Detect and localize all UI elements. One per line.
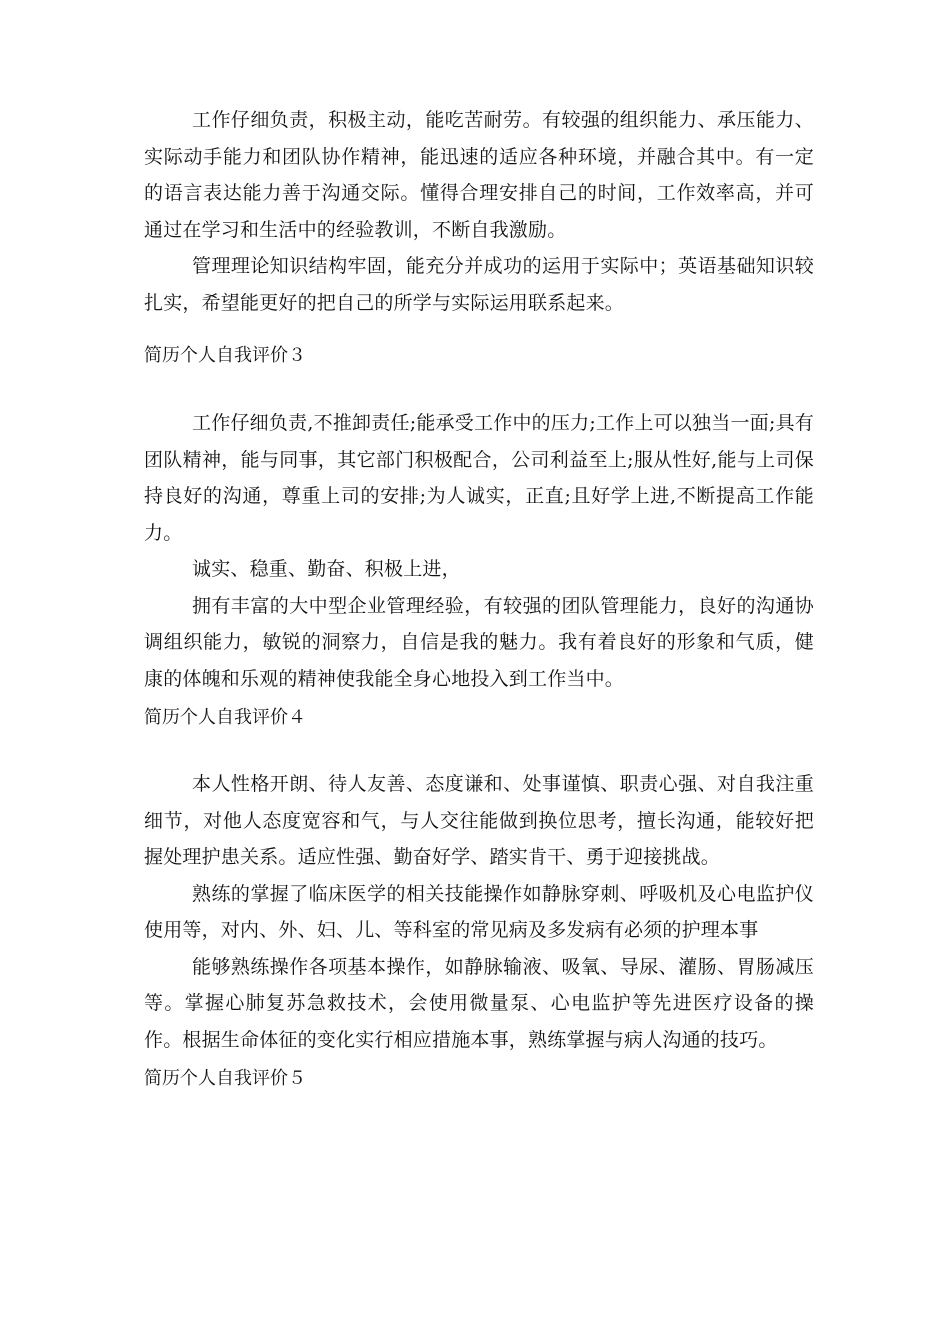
section-4-heading: 简历个人自我评价４ — [144, 707, 306, 728]
paragraph: 本人性格开朗、待人友善、态度谦和、处事谨慎、职责心强、对自我注重细节，对他人态度宽容和气，与人交往能做到换位思考，擅长沟通，能较好把握处理护患关系。适应性强、勤奋好学、踏实肯干、勇于迎接挑战。 — [144, 773, 814, 868]
paragraph: 熟练的掌握了临床医学的相关技能操作如静脉穿刺、呼吸机及心电监护仪使用等，对内、外、妇、儿、等科室的常见病及多发病有必须的护理本事 — [144, 882, 814, 941]
paragraph: 工作仔细负责，积极主动，能吃苦耐劳。有较强的组织能力、承压能力、实际动手能力和团队协作精神，能迅速的适应各种环境，并融合其中。有一定的语言表达能力善于沟通交际。懂得合理安排自己的时间，工作效率高，并可通过在学习和生活中的经验教训，不断自我激励。 — [144, 109, 814, 241]
paragraph: 诚实、稳重、勤奋、积极上进， — [192, 558, 461, 580]
section-5-heading: 简历个人自我评价５ — [144, 1068, 306, 1089]
section-4-body — [144, 766, 814, 1058]
section-3-heading: 简历个人自我评价３ — [144, 345, 306, 366]
section-2-body — [144, 102, 814, 321]
paragraph: 管理理论知识结构牢固，能充分并成功的运用于实际中；英语基础知识较扎实，希望能更好的把自己的所学与实际运用联系起来。 — [144, 255, 814, 314]
paragraph: 拥有丰富的大中型企业管理经验，有较强的团队管理能力，良好的沟通协调组织能力，敏锐的洞察力，自信是我的魅力。我有着良好的形象和气质，健康的体魄和乐观的精神使我能全身心地投入到工作当中。 — [144, 594, 814, 690]
section-3-body — [144, 405, 814, 697]
paragraph: 能够熟练操作各项基本操作，如静脉输液、吸氧、导尿、灌肠、胃肠减压等。掌握心肺复苏急救技术，会使用微量泵、心电监护等先进医疗设备的操作。根据生命体征的变化实行相应措施本事，熟练掌握与病人沟通的技巧。 — [144, 955, 814, 1051]
paragraph: 工作仔细负责,不推卸责任;能承受工作中的压力;工作上可以独当一面;具有团队精神，能与同事，其它部门积极配合，公司利益至上;服从性好,能与上司保持良好的沟通，尊重上司的安排;为人诚实，正直;且好学上进,不断提高工作能力。 — [144, 412, 814, 544]
